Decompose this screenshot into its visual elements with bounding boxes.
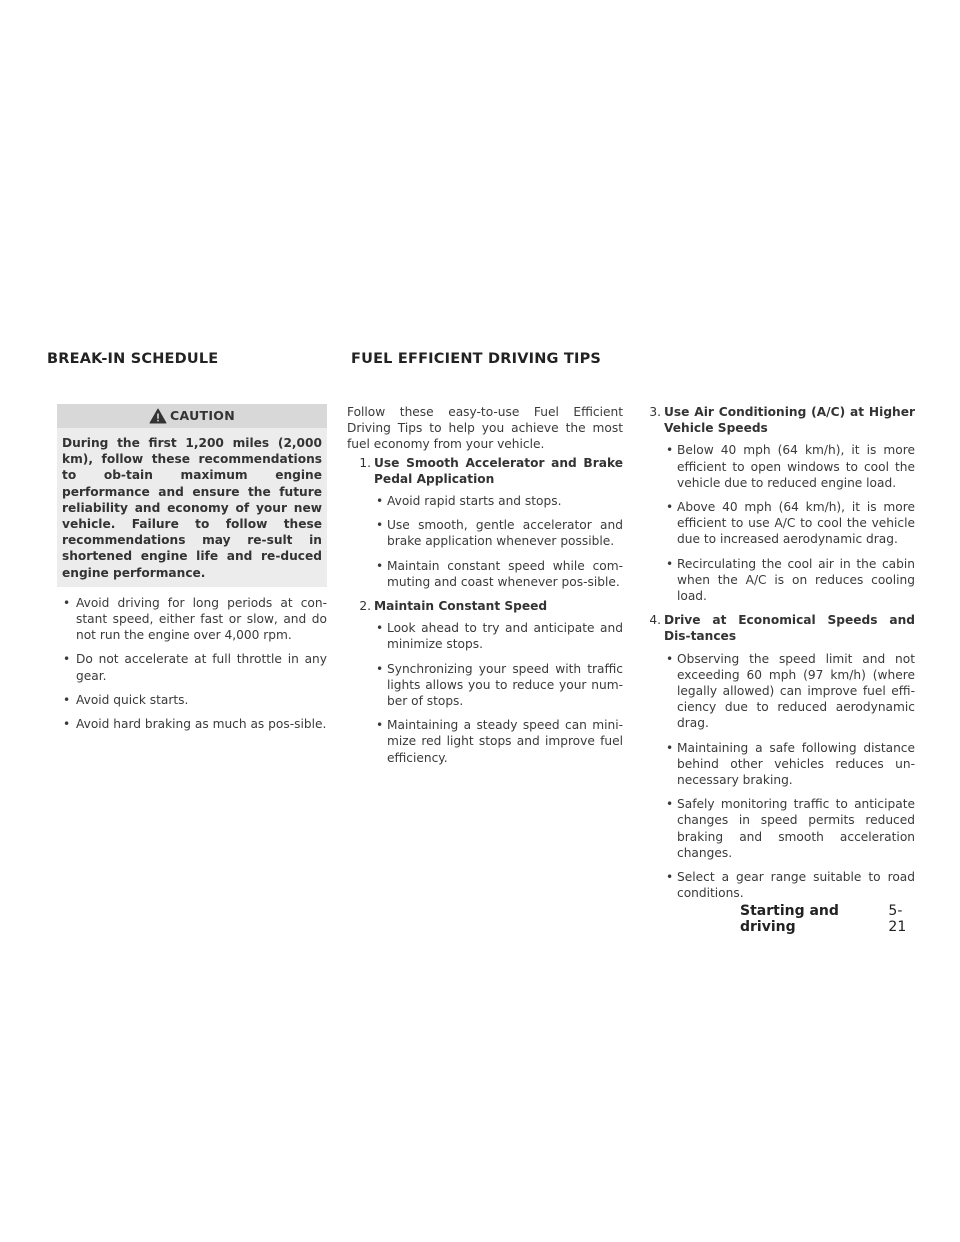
page-number: 5-21 [888, 903, 907, 935]
break-in-bullet: • Avoid quick starts. [57, 692, 327, 708]
tips-list-a [347, 455, 623, 766]
tip-bullet: • Safely monitoring traffic to anticipate changes in speed permits reduced braking and smooth acceleration changes. [661, 796, 915, 861]
tip-title: Maintain Constant Speed [374, 599, 548, 614]
tip-bullet: • Avoid rapid starts and stops. [371, 493, 623, 509]
tip-heading [637, 612, 915, 644]
tip-bullet: • Above 40 mph (64 km/h), it is more efficient to use A/C to cool the vehicle due to increased aerodynamic drag. [661, 499, 915, 548]
break-in-bullet: • Do not accelerate at full throttle in any gear. [57, 651, 327, 683]
break-in-schedule-heading: BREAK-IN SCHEDULE [47, 351, 219, 367]
tip-title: Use Air Conditioning (A/C) at Higher Vehicle Speeds [664, 405, 915, 436]
tip-bullet: • Select a gear range suitable to road conditions. [661, 869, 915, 901]
tip-bullet: • Use smooth, gentle accelerator and brake application whenever possible. [371, 517, 623, 549]
caution-box [57, 404, 327, 587]
tip-bullet-list [371, 493, 623, 590]
tip-bullet: • Recirculating the cool air in the cabin when the A/C is on reduces cooling load. [661, 556, 915, 605]
caution-header [57, 404, 327, 428]
page-footer [740, 903, 916, 935]
caution-label: CAUTION [170, 407, 235, 423]
fuel-efficient-tips-heading: FUEL EFFICIENT DRIVING TIPS [351, 351, 602, 367]
fuel-tips-column-1 [347, 404, 623, 774]
tip-item [637, 612, 915, 901]
tip-bullet-list [661, 651, 915, 902]
tip-number: 3. [649, 405, 661, 419]
chapter-title: Starting and driving [740, 903, 839, 935]
tips-list-b [637, 404, 915, 901]
tip-bullet: • Maintaining a steady speed can mini-mize red light stops and improve fuel efficiency. [371, 717, 623, 766]
tip-bullet: • Look ahead to try and anticipate and minimize stops. [371, 620, 623, 652]
tip-bullet-list [371, 620, 623, 766]
tip-bullet: • Synchronizing your speed with traffic lights allows you to reduce your num-ber of stops. [371, 661, 623, 710]
tip-bullet-list [661, 442, 915, 604]
break-in-bullet: • Avoid driving for long periods at con-stant speed, either fast or slow, and do not run the engine over 4,000 rpm. [57, 595, 327, 644]
tip-heading [347, 455, 623, 487]
tip-heading [347, 598, 623, 614]
warning-triangle-icon [149, 408, 167, 424]
tip-item [347, 598, 623, 766]
tip-heading [637, 404, 915, 436]
tip-bullet: • Observing the speed limit and not exceeding 60 mph (97 km/h) (where legally allowed) can improve fuel effi-ciency due to reduced aerodynamic drag. [661, 651, 915, 732]
tip-number: 2. [359, 599, 371, 614]
tip-number: 4. [649, 613, 661, 628]
break-in-column [57, 404, 327, 740]
break-in-bullet: • Avoid hard braking as much as pos-sible. [57, 716, 327, 732]
tip-bullet: • Below 40 mph (64 km/h), it is more efficient to open windows to cool the vehicle due to reduced engine load. [661, 442, 915, 491]
fuel-tips-intro: Follow these easy-to-use Fuel Efficient Driving Tips to help you achieve the most fuel economy from your vehicle. [347, 405, 623, 452]
tip-bullet: • Maintain constant speed while com-muting and coast whenever pos-sible. [371, 558, 623, 590]
tip-number: 1. [359, 455, 371, 470]
fuel-tips-column-2 [637, 404, 915, 909]
tip-title: Drive at Economical Speeds and Dis-tances [664, 613, 915, 644]
tip-title: Use Smooth Accelerator and Brake Pedal Application [374, 455, 623, 486]
break-in-bullet-list [57, 595, 327, 732]
tip-item [637, 404, 915, 604]
caution-text: During the first 1,200 miles (2,000 km), follow these recommendations to ob-tain maximum engine performance and ensure the future reliability and economy of your new vehicle. Failure to follow these recommendations may re-sult in shortened engine life and re-duced engine performance. [57, 428, 327, 587]
tip-bullet: • Maintaining a safe following distance behind other vehicles reduces un-necessary braking. [661, 740, 915, 789]
tip-item [347, 455, 623, 590]
